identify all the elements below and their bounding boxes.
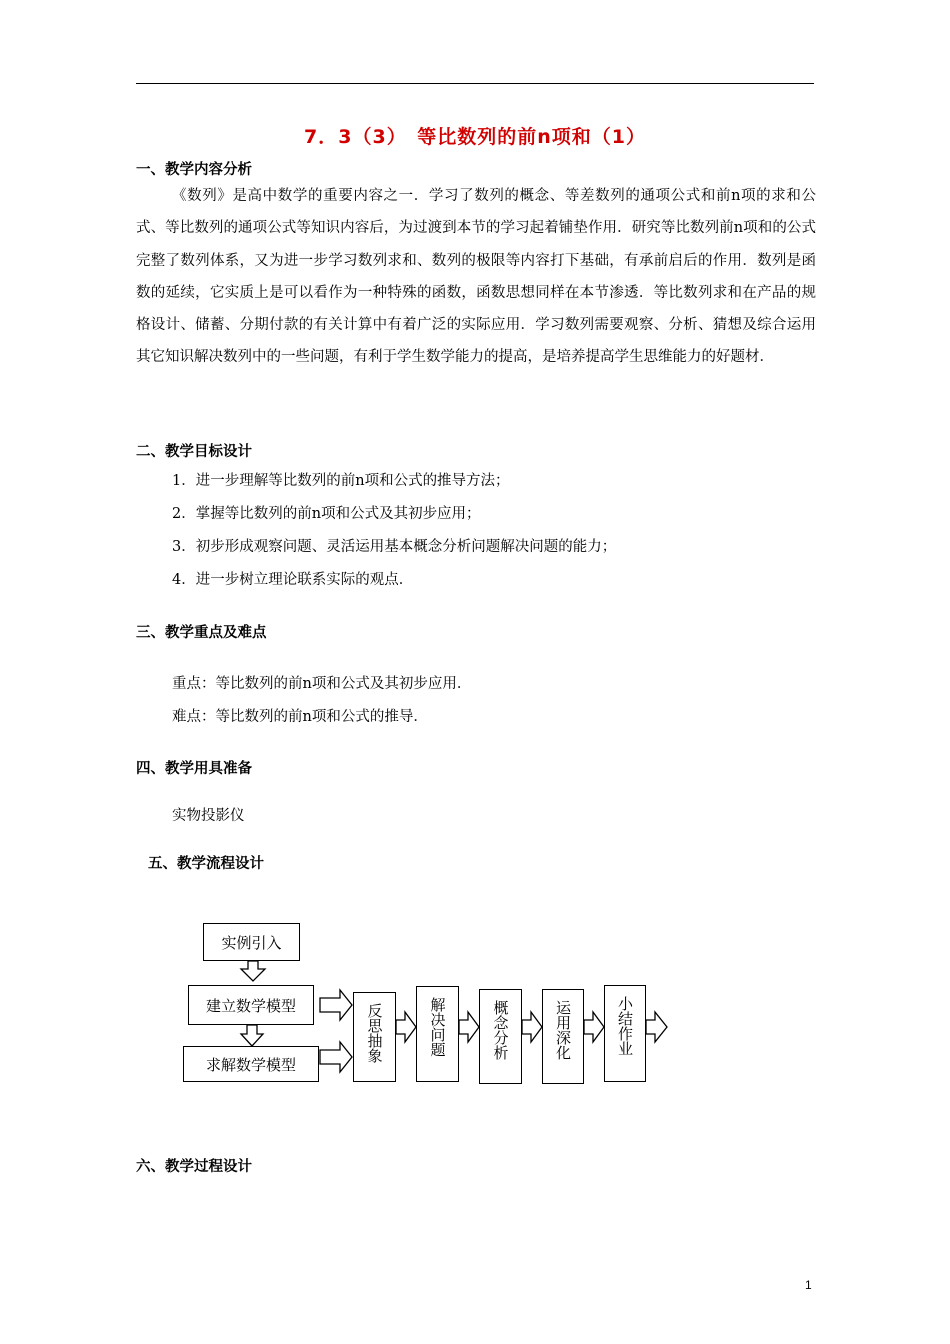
section-4-heading: 四、教学用具准备 bbox=[136, 761, 252, 777]
section-6-heading: 六、教学过程设计 bbox=[136, 1159, 252, 1175]
flow-box-solve-model: 求解数学模型 bbox=[183, 1046, 319, 1082]
section-1-heading: 一、教学内容分析 bbox=[136, 162, 252, 178]
document-title: 7．3（3） 等比数列的前n项和（1） bbox=[304, 126, 646, 148]
section-3-heading: 三、教学重点及难点 bbox=[136, 625, 267, 641]
flow-box-concept: 概念分析 bbox=[479, 989, 522, 1084]
teaching-tool: 实物投影仪 bbox=[172, 808, 245, 824]
right-arrow-7 bbox=[646, 1012, 667, 1042]
flow-box-summary: 小结作业 bbox=[604, 985, 646, 1082]
goal-item: 3．初步形成观察问题、灵活运用基本概念分析问题解决问题的能力； bbox=[172, 539, 617, 555]
down-arrow-intro bbox=[241, 961, 265, 981]
flow-box-reflect: 反思抽象 bbox=[353, 992, 396, 1082]
section-5-heading: 五、教学流程设计 bbox=[148, 856, 264, 872]
down-arrow-build bbox=[241, 1025, 263, 1046]
right-arrow-3 bbox=[396, 1012, 416, 1042]
right-arrow-1 bbox=[320, 990, 352, 1020]
goal-item: 2．掌握等比数列的前n项和公式及其初步应用； bbox=[172, 506, 481, 522]
goal-item: 4．进一步树立理论联系实际的观点． bbox=[172, 572, 414, 588]
right-arrow-4 bbox=[459, 1012, 479, 1042]
goal-item: 1．进一步理解等比数列的前n项和公式的推导方法； bbox=[172, 473, 510, 489]
flow-box-build-model: 建立数学模型 bbox=[188, 985, 314, 1025]
right-arrow-6 bbox=[584, 1012, 604, 1042]
key-point: 重点：等比数列的前n项和公式及其初步应用． bbox=[172, 676, 472, 692]
page-number: 1 bbox=[805, 1278, 812, 1292]
difficulty-point: 难点：等比数列的前n项和公式的推导． bbox=[172, 709, 428, 725]
flow-box-apply: 运用深化 bbox=[542, 989, 584, 1084]
top-rule bbox=[136, 83, 814, 84]
section-2-heading: 二、教学目标设计 bbox=[136, 444, 252, 460]
flow-box-intro: 实例引入 bbox=[203, 923, 300, 961]
section-1-paragraph: 《数列》是高中数学的重要内容之一．学习了数列的概念、等差数列的通项公式和前n项的求和公式、等比数列的通项公式等知识内容后，为过渡到本节的学习起着铺垫作用．研究等比数列前n项和的公式完整了数列体系，又为进一步学习数列求和、数列的极限等内容打下基础，有承前启后的作用．数列是函数的延续，它实质上是可以看作为一种特殊的函数，函数思想同样在本节渗透．等比数列求和在产品的规格设计、储蓄、分期付款的有关计算中有着广泛的实际应用．学习数列需要观察、分析、猜想及综合运用其它知识解决数列中的一些问题，有利于学生数学能力的提高，是培养提高学生思维能力的好题材． bbox=[136, 188, 816, 366]
right-arrow-5 bbox=[522, 1012, 542, 1042]
right-arrow-2 bbox=[320, 1042, 352, 1072]
flow-box-solve-problem: 解决问题 bbox=[416, 986, 459, 1082]
